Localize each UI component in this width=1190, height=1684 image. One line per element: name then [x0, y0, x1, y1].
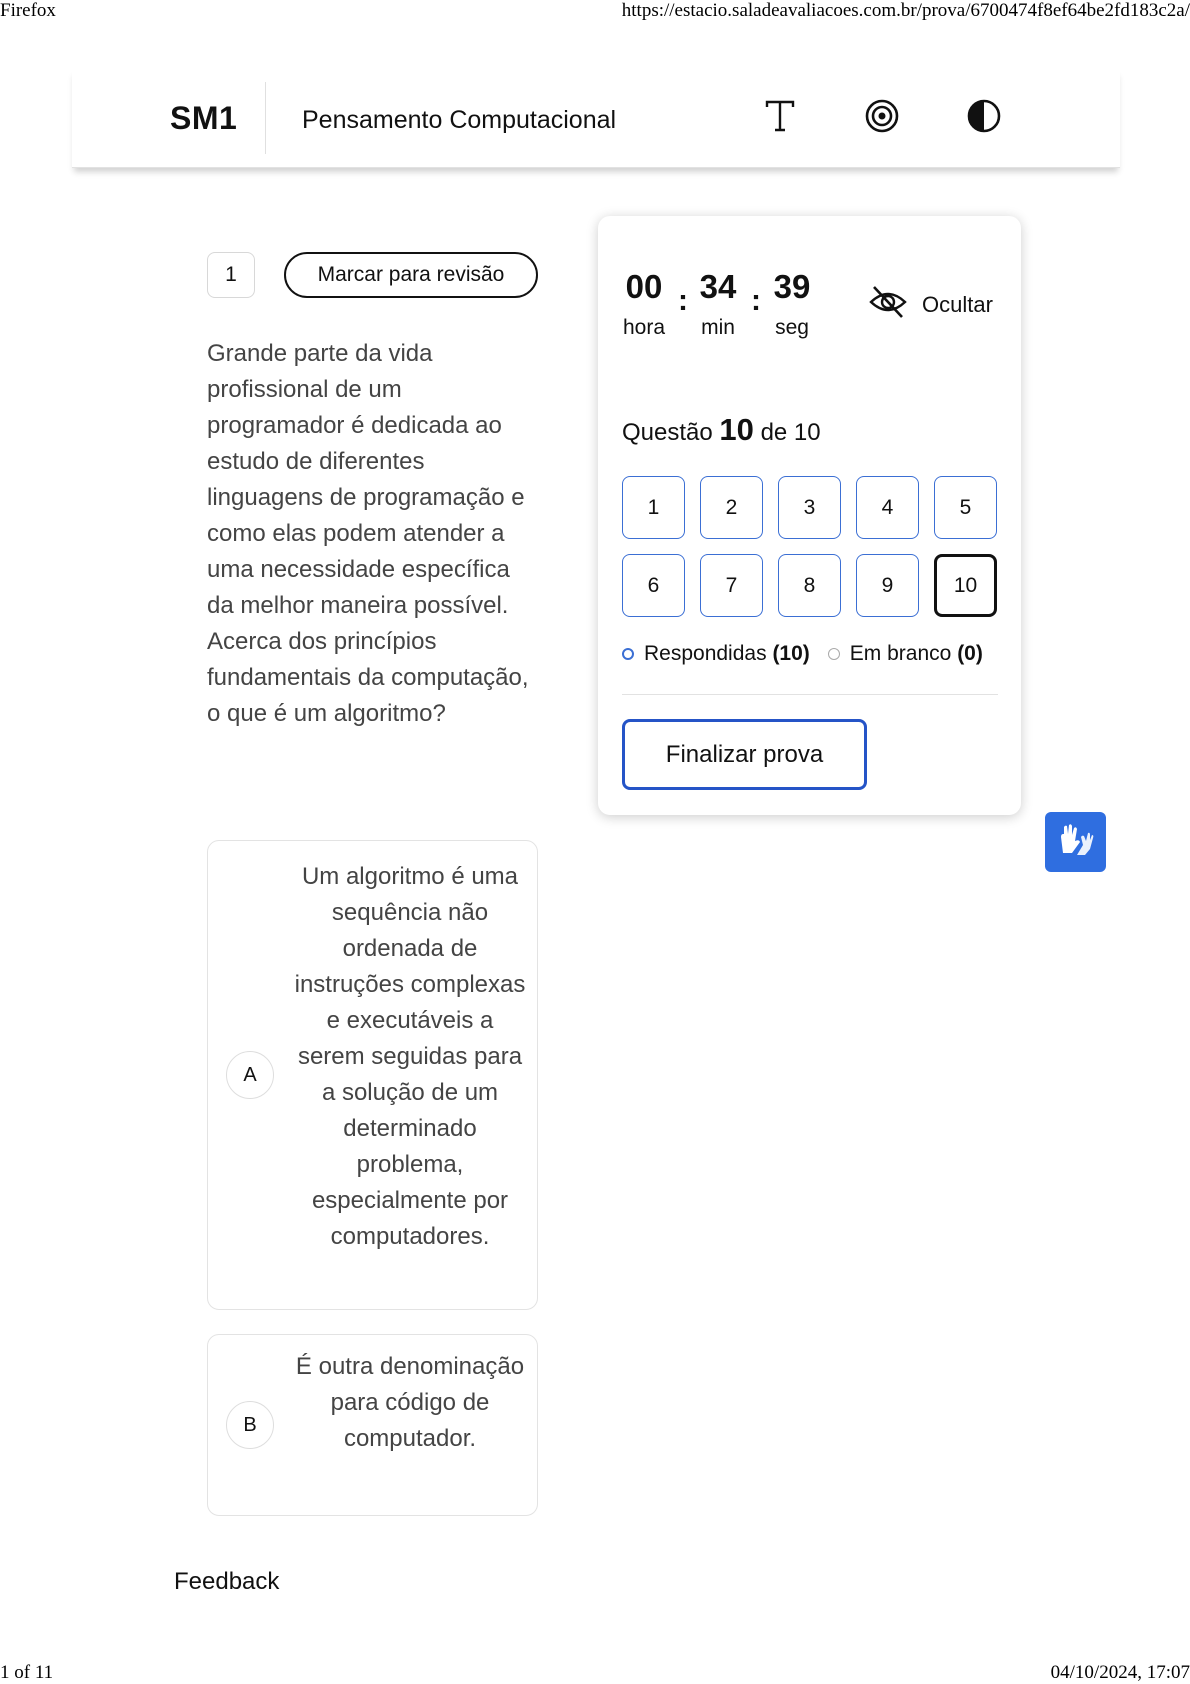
hide-timer-label: Ocultar: [922, 291, 993, 317]
finish-exam-button[interactable]: Finalizar prova: [622, 719, 867, 790]
timer-hours-value: 00: [625, 268, 663, 305]
question-nav-button[interactable]: 2: [700, 476, 763, 539]
eye-off-icon: [868, 284, 908, 325]
question-nav-button[interactable]: 1: [622, 476, 685, 539]
question-counter-prefix: Questão: [622, 419, 713, 446]
option-letter: A: [226, 1051, 274, 1099]
option-letter: B: [226, 1401, 274, 1449]
option-text: Um algoritmo é uma sequência não ordenada de instruções complexas e executáveis a serem seguidas para a solução de um determinado problema, especialmente por computadores.: [294, 863, 526, 1250]
timer-minutes-value: 34: [699, 268, 737, 305]
legend-blank: [828, 642, 983, 666]
option-text: É outra denominação para código de computador.: [295, 1353, 525, 1452]
question-nav-button[interactable]: 6: [622, 554, 685, 617]
timer-hours-label: hora: [622, 316, 666, 339]
mark-review-button[interactable]: Marcar para revisão: [284, 252, 538, 298]
timer-separator: :: [678, 284, 688, 317]
sign-language-hands-icon: [1057, 823, 1095, 862]
legend-blank-label: Em branco: [849, 642, 952, 665]
question-counter-current: 10: [719, 412, 754, 447]
print-datetime: 04/10/2024, 17:07: [1050, 1662, 1190, 1683]
brand-logo: SM1: [170, 100, 238, 136]
question-text: Grande parte da vida profissional de um programador é dedicada ao estudo de diferentes linguagens de programação e como elas podem atender a uma necessidade específica da melhor maneira possível. Acerca dos princípios fundamentais da computação, o que é um algoritmo?: [207, 340, 529, 727]
question-nav-button[interactable]: 4: [856, 476, 919, 539]
question-counter-suffix: de 10: [760, 419, 821, 446]
question-status-legend: [622, 642, 983, 666]
exam-side-panel: [598, 216, 1021, 815]
print-page-number: 1 of 11: [0, 1662, 54, 1683]
option-b[interactable]: [207, 1334, 538, 1516]
answered-dot-icon: [622, 648, 634, 660]
brand-divider: [265, 82, 266, 154]
question-counter: [622, 412, 821, 448]
legend-answered: [622, 642, 810, 666]
timer-hours: [622, 268, 666, 340]
legend-blank-count: (0): [957, 642, 983, 665]
question-number: 1: [207, 252, 255, 298]
panel-divider: [622, 694, 998, 695]
timer-seconds-value: 39: [773, 268, 811, 305]
timer-separator: :: [751, 284, 761, 317]
print-browser-name: Firefox: [0, 0, 56, 21]
option-a[interactable]: [207, 840, 538, 1310]
legend-answered-count: (10): [772, 642, 810, 665]
contrast-icon[interactable]: [964, 96, 1004, 136]
timer-minutes-label: min: [701, 316, 735, 339]
hide-timer-button[interactable]: [868, 284, 993, 325]
question-nav-button[interactable]: 8: [778, 554, 841, 617]
feedback-link[interactable]: Feedback: [174, 1568, 280, 1595]
timer-seconds-label: seg: [775, 316, 809, 339]
top-bar: [72, 68, 1120, 168]
sign-language-button[interactable]: [1045, 812, 1106, 872]
question-nav-button[interactable]: 9: [856, 554, 919, 617]
print-url: https://estacio.saladeavaliacoes.com.br/prova/6700474f8ef64be2fd183c2a/: [621, 0, 1190, 21]
legend-answered-label: Respondidas: [644, 642, 767, 665]
course-title: Pensamento Computacional: [302, 106, 617, 134]
target-icon[interactable]: [862, 96, 902, 136]
font-size-icon[interactable]: [760, 96, 800, 136]
timer-minutes: [698, 268, 738, 340]
question-nav-button[interactable]: 7: [700, 554, 763, 617]
question-nav-button[interactable]: 5: [934, 476, 997, 539]
blank-dot-icon: [828, 648, 840, 660]
question-nav-button[interactable]: 3: [778, 476, 841, 539]
question-nav-button-current[interactable]: 10: [934, 554, 997, 617]
timer-seconds: [770, 268, 814, 340]
